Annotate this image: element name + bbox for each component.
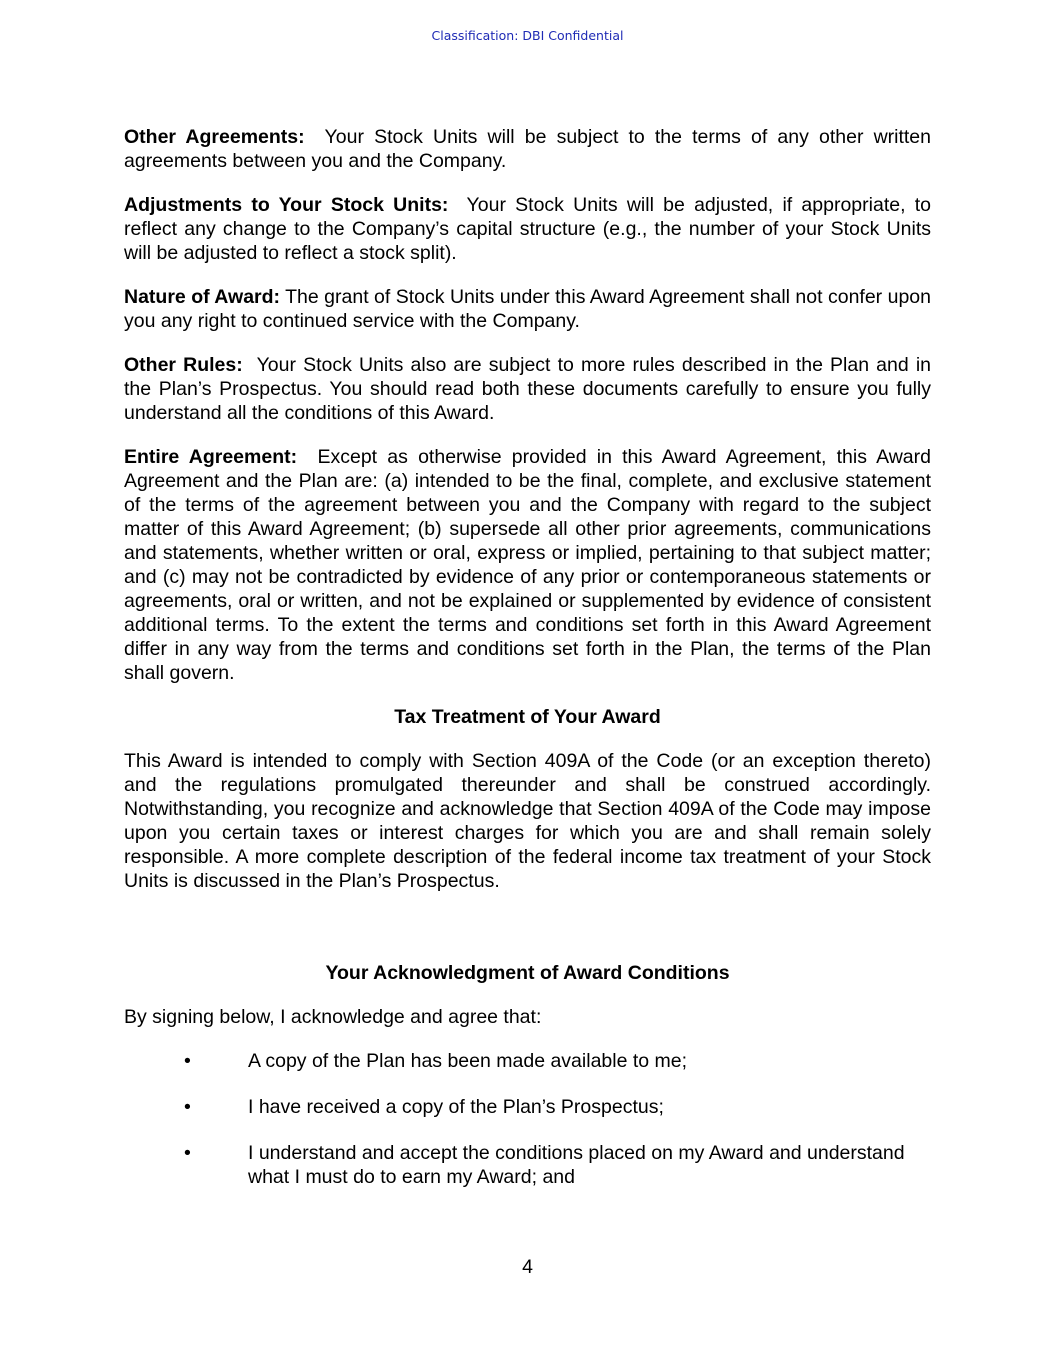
acknowledgment-list [124, 1049, 931, 1189]
bullet-icon: • [184, 1096, 191, 1118]
bullet-icon: • [184, 1142, 191, 1164]
entire-agreement-text: Except as otherwise provided in this Award Agreement, this Award Agreement and the Plan are: (a) intended to be the final, complete, and exclusive statement of the terms of the agreement between you and the Company with regard to the subject matter of this Award Agreement; (b) supersede all other prior agreements, communications and statements, whether written or oral, express or implied, pertaining to that subject matter; and (c) may not be contradicted by evidence of any prior or contemporaneous statements or agreements, oral or written, and not be explained or supplemented by evidence of consistent additional terms. To the extent the terms and conditions set forth in this Award Agreement differ in any way from the terms and conditions set forth in the Plan, the terms of the Plan shall govern. [124, 446, 931, 684]
other-agreements-label: Other Agreements: [124, 126, 305, 148]
page-number: 4 [522, 1256, 533, 1278]
other-rules-text: Your Stock Units also are subject to more rules described in the Plan and in the Plan’s Prospectus. You should read both these documents carefully to ensure you fully understand all the conditions of this Award. [124, 354, 932, 424]
entire-agreement-label: Entire Agreement: [124, 446, 298, 468]
classification-header: Classification: DBI Confidential [431, 28, 624, 43]
list-item [124, 1095, 931, 1119]
list-item-text: A copy of the Plan has been made available to me; [248, 1050, 688, 1072]
list-item-text: I understand and accept the conditions placed on my Award and understand what I must do to earn my Award; and [248, 1142, 905, 1188]
tax-treatment-heading: Tax Treatment of Your Award [394, 706, 661, 728]
section-spacer [124, 913, 931, 961]
adjustments-text: Your Stock Units will be adjusted, if appropriate, to reflect any change to the Company’s capital structure (e.g., the number of your Stock Units will be adjusted to reflect a stock split). [124, 194, 931, 264]
nature-of-award-paragraph [124, 285, 931, 333]
other-rules-paragraph [124, 353, 931, 425]
list-item [124, 1049, 931, 1073]
list-item [124, 1141, 931, 1189]
other-agreements-paragraph [124, 125, 931, 173]
other-agreements-text: Your Stock Units will be subject to the terms of any other written agreements between you and the Company. [124, 126, 932, 172]
nature-of-award-text: The grant of Stock Units under this Award Agreement shall not confer upon you any right to continued service with the Company. [124, 286, 931, 332]
list-item-text: I have received a copy of the Plan’s Prospectus; [248, 1096, 664, 1118]
acknowledgment-intro: By signing below, I acknowledge and agree that: [124, 1006, 542, 1028]
acknowledgment-heading: Your Acknowledgment of Award Conditions [325, 962, 730, 984]
other-rules-label: Other Rules: [124, 354, 243, 376]
bullet-icon: • [184, 1050, 191, 1072]
tax-treatment-paragraph: This Award is intended to comply with Section 409A of the Code (or an exception thereto) and the regulations promulgated thereunder and shall be construed accordingly. Notwithstanding, you recognize and acknowledge that Section 409A of the Code may impose upon you certain taxes or interest charges for which you are and shall remain solely responsible. A more complete description of the federal income tax treatment of your Stock Units is discussed in the Plan’s Prospectus. [124, 750, 931, 892]
document-body [124, 125, 931, 1211]
adjustments-label: Adjustments to Your Stock Units: [124, 194, 449, 216]
adjustments-paragraph [124, 193, 931, 265]
nature-of-award-label: Nature of Award: [124, 286, 281, 308]
entire-agreement-paragraph [124, 445, 931, 685]
